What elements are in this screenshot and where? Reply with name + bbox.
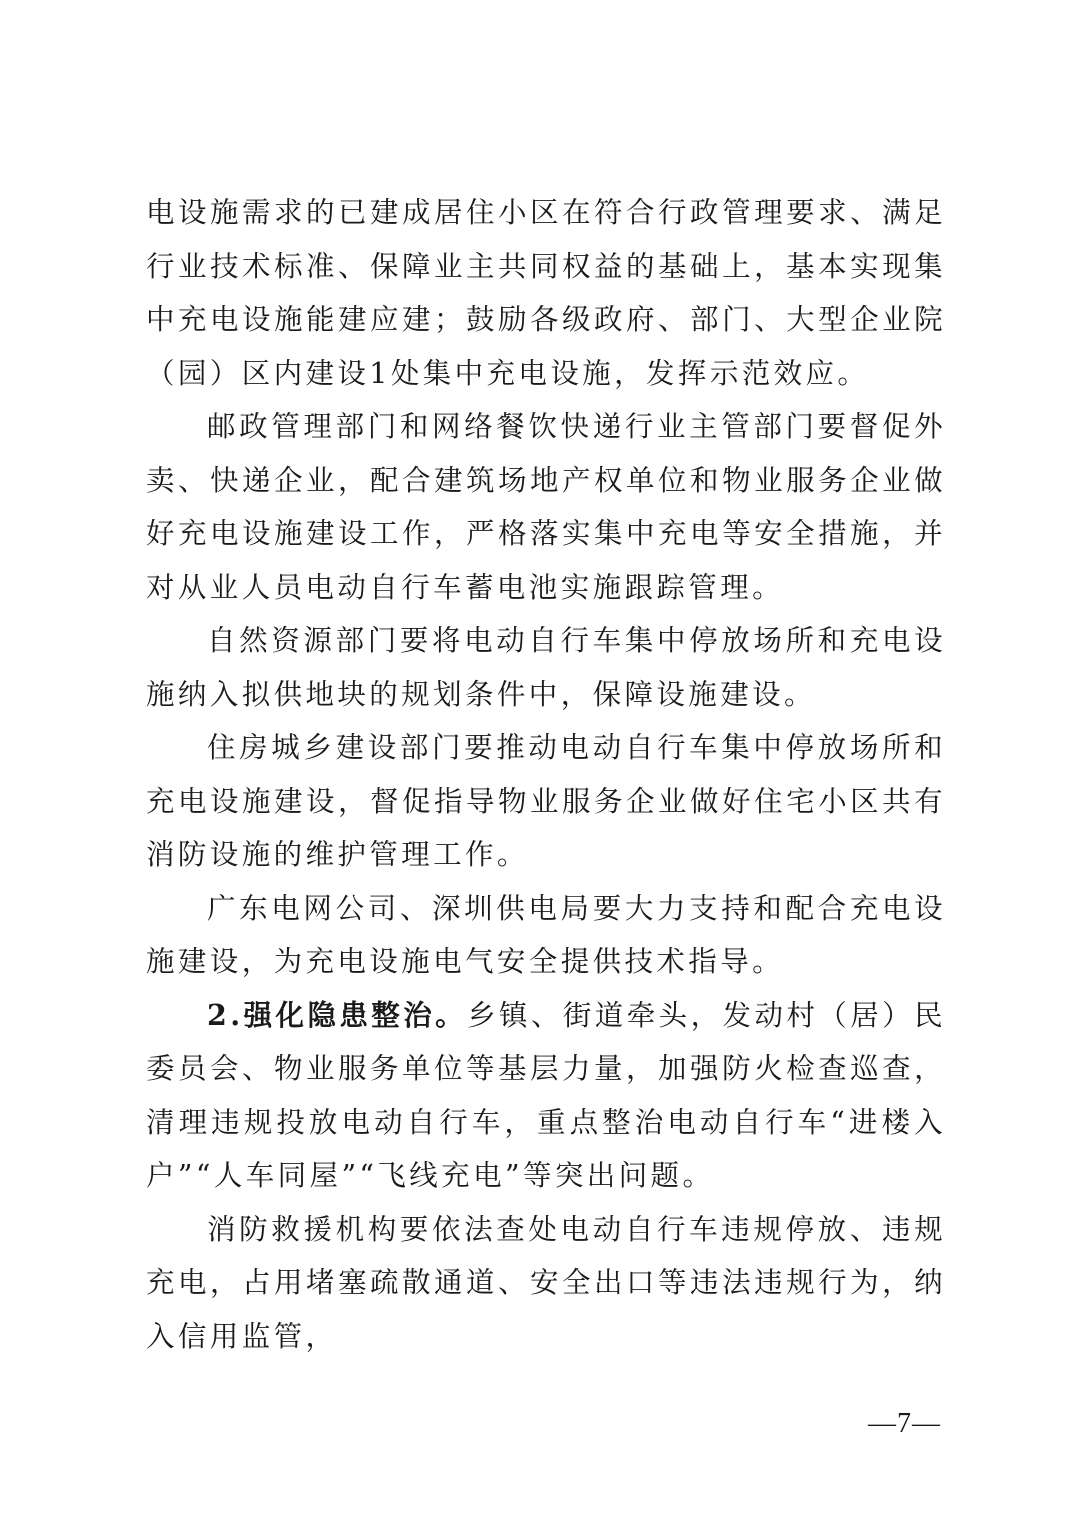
paragraph-2-text: 邮政管理部门和网络餐饮快递行业主管部门要督促外卖、快递企业，配合建筑场地产权单位和物业服务企业做好充电设施建设工作，严格落实集中充电等安全措施，并对从业人员电动自行车蓄电池实施跟踪管理。 <box>146 410 946 604</box>
paragraph-6-lead: 2.强化隐患整治。 <box>207 997 468 1032</box>
paragraph-3 <box>146 614 946 721</box>
paragraph-5-text: 广东电网公司、深圳供电局要大力支持和配合充电设施建设，为充电设施电气安全提供技术指导。 <box>146 891 946 978</box>
paragraph-2 <box>146 400 946 614</box>
paragraph-4-text: 住房城乡建设部门要推动电动自行车集中停放场所和充电设施建设，督促指导物业服务企业做好住宅小区共有消防设施的维护管理工作。 <box>146 731 946 871</box>
paragraph-4 <box>146 721 946 882</box>
body-text <box>146 186 946 1363</box>
paragraph-6-text: 乡镇、街道牵头，发动村（居）民委员会、物业服务单位等基层力量，加强防火检查巡查，清理违规投放电动自行车，重点整治电动自行车“进楼入户”“人车同屋”“飞线充电”等突出问题。 <box>146 998 946 1192</box>
paragraph-5 <box>146 882 946 989</box>
paragraph-7 <box>146 1203 946 1364</box>
paragraph-3-text: 自然资源部门要将电动自行车集中停放场所和充电设施纳入拟供地块的规划条件中，保障设施建设。 <box>146 624 946 711</box>
paragraph-1-text: 电设施需求的已建成居住小区在符合行政管理要求、满足行业技术标准、保障业主共同权益的基础上，基本实现集中充电设施能建应建；鼓励各级政府、部门、大型企业院（园）区内建设1处集中充电设施，发挥示范效应。 <box>146 196 946 390</box>
paragraph-7-text: 消防救援机构要依法查处电动自行车违规停放、违规充电，占用堵塞疏散通道、安全出口等违法违规行为，纳入信用监管， <box>146 1212 946 1353</box>
paragraph-6 <box>146 989 946 1203</box>
paragraph-1 <box>146 186 946 400</box>
page-number: —7— <box>868 1408 941 1439</box>
